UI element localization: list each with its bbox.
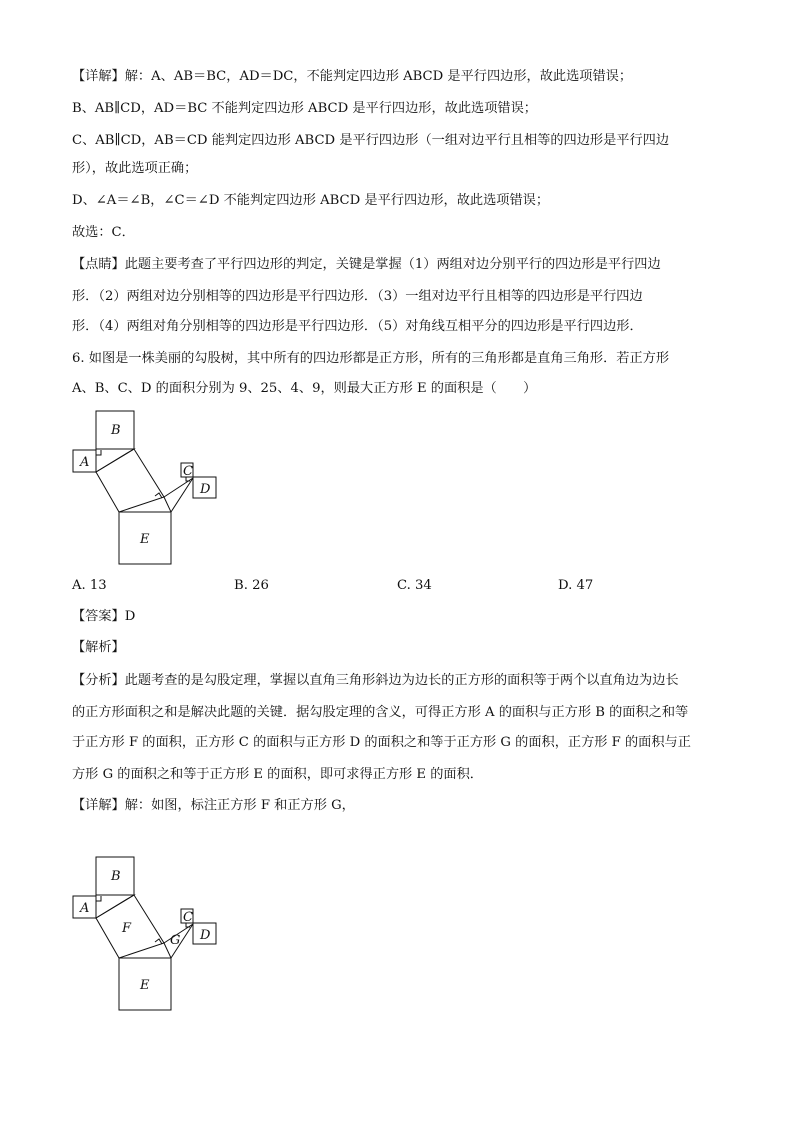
note-line-2: 形．（2）两组对边分别相等的四边形是平行四边形．（3）一组对边平行且相等的四边形是平行四边 (72, 289, 643, 304)
solution-line-2: B、AB∥CD，AD＝BC 不能判定四边形 ABCD 是平行四边形，故此选项错误； (72, 101, 537, 116)
label-g: G (170, 933, 181, 948)
label-d: D (200, 482, 211, 497)
question-line-1: 6. 如图是一株美丽的勾股树，其中所有的四边形都是正方形，所有的三角形都是直角三角形．若正方形 (72, 351, 670, 366)
right-angle-mark (96, 896, 101, 901)
label-f: F (122, 921, 132, 936)
label-d: D (200, 928, 211, 943)
square-g-region (164, 478, 193, 512)
label-b: B (111, 869, 121, 884)
option-a[interactable]: A. 13 (72, 578, 107, 593)
analysis-line-2: 的正方形面积之和是解决此题的关键．据勾股定理的含义，可得正方形 A 的面积与正方形 B 的面积之和等 (72, 705, 689, 720)
option-c[interactable]: C. 34 (397, 578, 432, 593)
choice-line: 故选：C． (72, 225, 135, 240)
label-c: C (183, 464, 193, 479)
label-a: A (80, 901, 90, 916)
note-line-1: 【点睛】此题主要考查了平行四边形的判定，关键是掌握（1）两组对边分别平行的四边形是平行四边 (72, 257, 661, 272)
solution-line-5: D、∠A＝∠B，∠C＝∠D 不能判定四边形 ABCD 是平行四边形，故此选项错误； (72, 193, 550, 208)
question-line-2: A、B、C、D 的面积分别为 9、25、4、9，则最大正方形 E 的面积是（ ） (72, 381, 537, 396)
solution-line-4: 形），故此选项正确； (72, 161, 198, 176)
analysis-line-1: 【分析】此题考查的是勾股定理，掌握以直角三角形斜边为边长的正方形的面积等于两个以直角边为边长 (72, 673, 679, 688)
analysis-heading: 【解析】 (72, 640, 125, 655)
note-line-3: 形．（4）两组对角分别相等的四边形是平行四边形．（5）对角线互相平分的四边形是平行四边形． (72, 319, 643, 334)
option-d[interactable]: D. 47 (558, 578, 594, 593)
label-b: B (111, 423, 121, 438)
answer-options (72, 578, 722, 596)
right-angle-mark (155, 493, 162, 498)
pythagoras-tree-labeled-figure (0, 850, 260, 1020)
right-angle-mark (96, 450, 101, 455)
analysis-line-3: 于正方形 F 的面积，正方形 C 的面积与正方形 D 的面积之和等于正方形 G 的面积，正方形 F 的面积与正 (72, 735, 691, 750)
right-angle-mark (155, 939, 162, 944)
label-e: E (140, 532, 150, 547)
label-a: A (80, 455, 90, 470)
label-c: C (183, 910, 193, 925)
pythagoras-tree-figure (0, 400, 260, 575)
square-f-region (96, 449, 164, 512)
solution-line-3: C、AB∥CD，AB＝CD 能判定四边形 ABCD 是平行四边形（一组对边平行且相等的四边形是平行四边 (72, 133, 670, 148)
answer-line: 【答案】D (72, 609, 136, 624)
detail-line: 【详解】解：如图，标注正方形 F 和正方形 G， (72, 798, 355, 813)
analysis-line-4: 方形 G 的面积之和等于正方形 E 的面积，即可求得正方形 E 的面积． (72, 767, 483, 782)
label-e: E (140, 978, 150, 993)
option-b[interactable]: B. 26 (234, 578, 269, 593)
solution-line-1: 【详解】解：A、AB＝BC，AD＝DC，不能判定四边形 ABCD 是平行四边形，故此选项错误； (72, 69, 633, 84)
